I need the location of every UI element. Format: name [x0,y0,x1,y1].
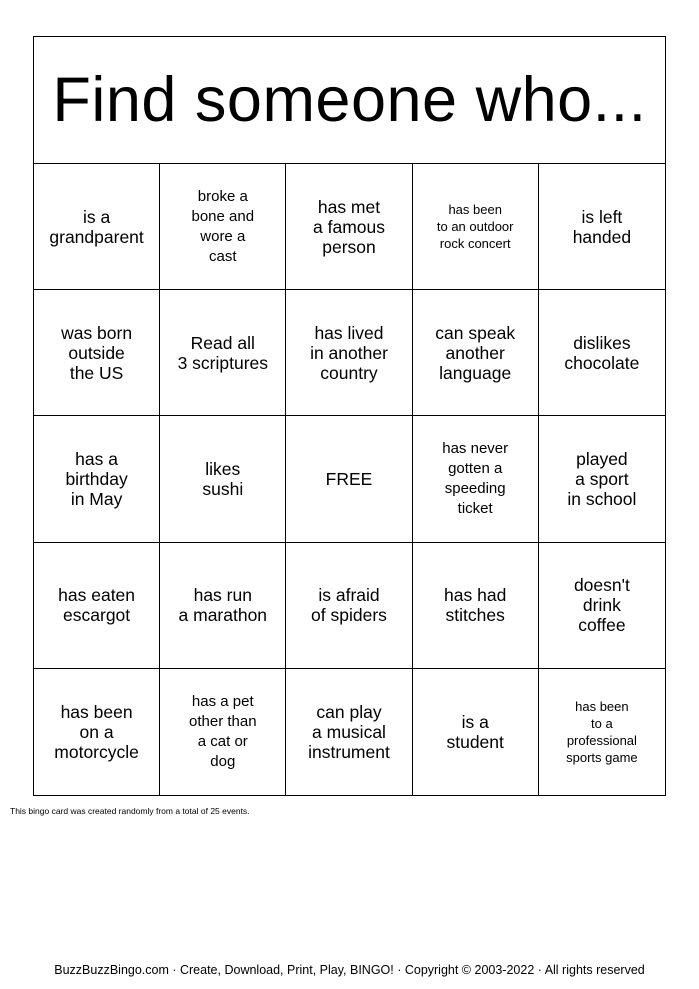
card-title: Find someone who... [34,37,665,164]
bingo-cell: can speak another language [413,290,539,416]
bingo-cell: has never gotten a speeding ticket [413,416,539,542]
bingo-cell: doesn't drink coffee [539,543,665,669]
bingo-cell: was born outside the US [34,290,160,416]
bingo-cell: has been to a professional sports game [566,698,638,765]
bingo-cell: broke a bone and wore a cast [160,164,286,290]
bingo-cell: likes sushi [160,416,286,542]
bingo-cell: is a student [413,669,539,795]
bingo-cell: has run a marathon [160,543,286,669]
bingo-cell: is afraid of spiders [286,543,412,669]
bingo-card [33,36,666,796]
bingo-cell: is left handed [539,164,665,290]
bingo-cell: played a sport in school [539,416,665,542]
page-footer: BuzzBuzzBingo.com · Create, Download, Print, Play, BINGO! · Copyright © 2003-2022 · All rights reserved [54,963,645,977]
bingo-cell: has eaten escargot [34,543,160,669]
bingo-cell-free: FREE [286,416,412,542]
bingo-cell: has lived in another country [286,290,412,416]
bingo-cell: is a grandparent [34,164,160,290]
bingo-cell: has been to an outdoor rock concert [413,164,539,290]
bingo-cell: has met a famous person [286,164,412,290]
bingo-cell: has been on a motorcycle [34,669,160,795]
bingo-cell: dislikes chocolate [539,290,665,416]
bingo-grid [34,164,665,795]
bingo-cell: Read all 3 scriptures [160,290,286,416]
generation-note: This bingo card was created randomly from a total of 25 events. [10,806,250,816]
bingo-cell: can play a musical instrument [286,669,412,795]
bingo-cell: has had stitches [413,543,539,669]
bingo-cell: has a pet other than a cat or dog [160,669,286,795]
bingo-cell: has a birthday in May [34,416,160,542]
